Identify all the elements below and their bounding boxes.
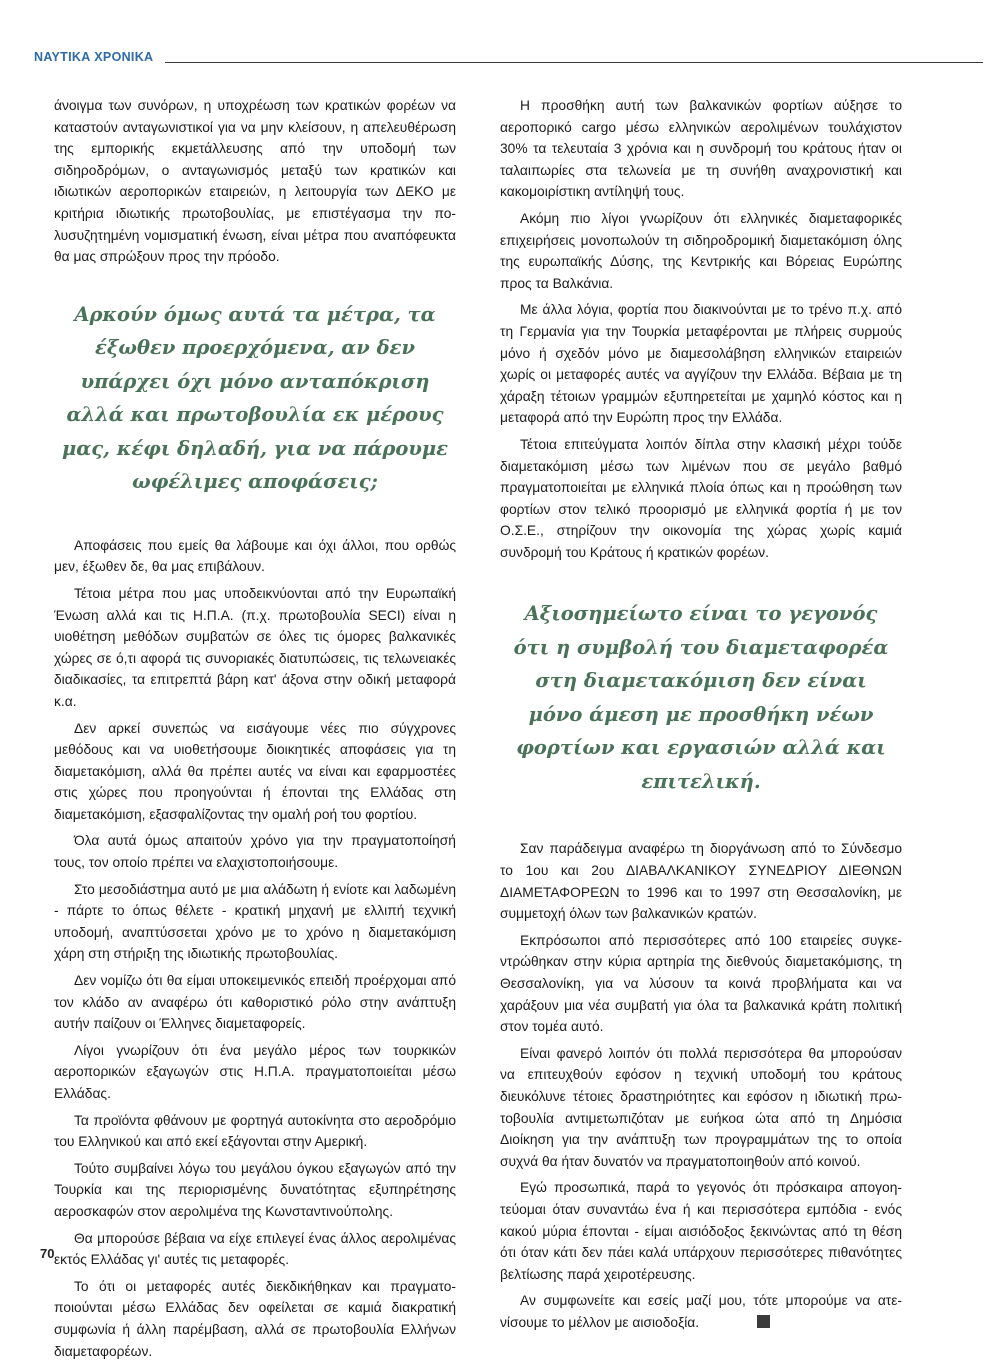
- header-rule: [165, 62, 983, 63]
- end-of-article-square-icon: [757, 1315, 770, 1328]
- right-column: [500, 95, 902, 1339]
- body-paragraph: Εκπρόσωποι από περισσότερες από 100 εταιρείες συγκεντρώθηκαν στην κύρια αρτηρία της διεθνούς διαμετακόμισης, τη Θεσσαλονίκη, για να λύσουν τα κοινά προβλήματα και να χαράξουν μια νέα συμβατή για όλα τα βαλκανικά κράτη πολιτική στον τομέα αυτό.: [500, 932, 902, 1035]
- body-paragraph: Θα μπορούσε βέβαια να είχε επιλεγεί ένας άλλος αερολιμένας εκτός Ελλάδας γι' αυτές τις μεταφορές.: [54, 1230, 456, 1268]
- body-paragraph: Είναι φανερό λοιπόν ότι πολλά περισσότερα θα μπορούσαν να επιτευχθούν εφόσον η τεχνική υποδομή του κράτους διευκόλυνε τέτοιες δραστηριότητες και εφόσον η ιδιωτική πρωτοβουλία αντιμετωπιζόταν με ευήκοα ώτα από τη Δημόσια Διοίκηση για την ανάπτυξη των προγραμμάτων της το οποία συχνά θα ήταν δυνατόν να πραγματοποιηθούν από κοινού.: [500, 1045, 902, 1169]
- body-paragraph: Εγώ προσωπικά, παρά το γεγονός ότι πρόσκαιρα απογοητεύομαι όταν συναντάω ένα ή και περισσότερα εμπόδια - ενός κακού μύρια έπονται - είμαι αισιόδοξος ξεκινώντας από τη θέση ότι όταν κάτι δεν πάει καλά υπάρχουν περισσότερες πιθανότητες βελτίωσης παρά χειροτέρευσης.: [500, 1180, 902, 1282]
- body-paragraph: Σαν παράδειγμα αναφέρω τη διοργάνωση από το Σύνδεσμο το 1ου και 2ου ΔΙΑΒΑΛΚΑΝΙΚΟΥ ΣΥΝΕΔΡΙΟΥ ΔΙΕΘΝΩΝ ΔΙΑΜΕΤΑΦΟΡΕΩΝ το 1996 και το 1997 στη Θεσσαλονίκη, με συμμετοχή όλων των βαλκανικών κρατών.: [500, 841, 902, 922]
- body-paragraph: Λίγοι γνωρίζουν ότι ένα μεγάλο μέρος των τουρκικών αεροπορικών εξαγωγών στις Η.Π.Α. πραγματοποιείται μέσω Ελλάδας.: [54, 1042, 456, 1101]
- closing-paragraph: [500, 1290, 902, 1333]
- page-number: 70: [40, 1246, 55, 1261]
- body-paragraph: Το ότι οι μεταφορές αυτές διεκδικήθηκαν και πραγματοποιούνται μέσω Ελλάδας δεν οφείλεται σε καμιά διακρατική συμφωνία ή άλλη παρέμβαση, αλλά σε πρωτοβουλία Ελλήνων διαμεταφορέων.: [54, 1278, 456, 1359]
- pull-quote: Αξιοσημείωτο είναι το γεγονός ότι η συμβολή του διαμεταφορέα στη διαμετακόμιση δεν είναι μόνο άμεση με προσθήκη νέων φορτίων και εργασιών αλλά και επιτελική.: [513, 602, 889, 793]
- body-paragraph: Δεν νομίζω ότι θα είμαι υποκειμενικός επειδή προέρχομαι από τον κλάδο αν αναφέρω ότι καθοριστικό ρόλο στην ανάπτυξη αυτήν παίζουν οι Έλληνες διαμεταφορείς.: [54, 973, 456, 1032]
- body-paragraph: Στο μεσοδιάστημα αυτό με μια αλάδωτη ή ενίοτε και λαδωμένη - πάρτε το όπως θέλετε - κρατική μηχανή με ελλιπή τεχνική υποδομή, αναπτύσσεται χρόνο με το χρόνο η διαμετακόμιση χάρη στη στήριξη της ιδιωτικής πρωτοβουλίας.: [54, 881, 456, 962]
- body-paragraph: Τα προϊόντα φθάνουν με φορτηγά αυτοκίνητα στο αεροδρόμιο του Ελληνικού και από εκεί εξάγονται στην Αμερική.: [54, 1112, 456, 1150]
- body-paragraph: Ακόμη πιο λίγοι γνωρίζουν ότι ελληνικές διαμεταφορικές επιχειρήσεις μονοπωλούν τη σιδηροδρομική διαμετακόμιση όλης της ευρωπαϊκής Δύσης, της Κεντρικής και Βόρειας Ευρώπης προς τα Βαλκάνια.: [500, 210, 902, 291]
- left-column: [54, 95, 456, 1367]
- body-paragraph: Με άλλα λόγια, φορτία που διακινούνται με το τρένο π.χ. από τη Γερμανία για την Τουρκία μεταφέρονται με πλήρεις συρμούς μόνο ή σχεδόν μόνο με διαμεσολάβηση ελληνικών εταιρειών χωρίς οι μεταφορές αυτές να αγγίζουν την Ελλάδα. Βέβαια με τη χάραξη τέτοιων γραμμών εξυπηρετείται με χαμηλό κόστος και η μεταφορά από την Ευρώπη προς την Ελλάδα.: [500, 302, 902, 426]
- magazine-title: ΝΑΥΤΙΚΑ ΧΡΟΝΙΚΑ: [34, 50, 154, 64]
- body-paragraph: άνοιγμα των συνόρων, η υποχρέωση των κρατικών φορέων να καταστούν ανταγωνιστικοί για να μην κλείσουν, η απελευθέρωση της εμπορικής εκμετάλλευσης από την υποδομή των σιδηροδρόμων, ο ανταγωνισμός μεταξύ των κρατικών και ιδιωτικών αεροπορικών εταιρειών, η λειτουργία των ΔΕΚΟ με κριτήρια ιδιωτικής πρωτοβουλίας, με επιστέγασμα την πολυσυζητημένη νομισματική ένωση, είναι μέτρα που αναπόφευκτα θα μας σπρώξουν προς την πρόοδο.: [54, 98, 456, 265]
- body-paragraph: Αποφάσεις που εμείς θα λάβουμε και όχι άλλοι, που ορθώς μεν, έξωθεν δε, θα μας επιβάλουν.: [54, 537, 456, 575]
- body-paragraph: Δεν αρκεί συνεπώς να εισάγουμε νέες πιο σύγχρονες μεθόδους και να υιοθετήσουμε διοικητικές αποφάσεις για τη διαμετακόμιση, αλλά θα πρέπει αυτές να είναι και εφαρμοστέες στις χώρες που προηγούνται ή έπονται της Ελλάδας στη διαμετακόμιση, εξασφαλίζοντας την ομαλή ροή του φορτίου.: [54, 720, 456, 822]
- body-paragraph: Τούτο συμβαίνει λόγω του μεγάλου όγκου εξαγωγών από την Τουρκία και της περιορισμένης δυνατότητας εξυπηρέτησης αεροσκαφών στον αερολιμένα της Κωνσταντινούπολης.: [54, 1160, 456, 1219]
- body-paragraph: Όλα αυτά όμως απαιτούν χρόνο για την πραγματοποίησή τους, τον οποίο πρέπει να ελαχιστοποιήσουμε.: [54, 833, 456, 871]
- closing-text: Αν συμφωνείτε και εσείς μαζί μου, τότε μπορούμε να ατενίσουμε το μέλλον με αισιοδοξία.: [500, 1293, 902, 1330]
- pull-quote: Αρκούν όμως αυτά τα μέτρα, τα έξωθεν προερχόμενα, αν δεν υπάρχει όχι μόνο ανταπόκριση αλλά και πρωτοβουλία εκ μέρους μας, κέφι δηλαδή, για να πάρουμε ωφέλιμες αποφάσεις;: [61, 302, 449, 494]
- body-paragraph: Η προσθήκη αυτή των βαλκανικών φορτίων αύξησε το αεροπορικό cargo μέσω ελληνικών αερολιμένων τουλάχιστον 30% τα τελευταία 3 χρόνια και η συνδρομή του κράτους ήταν οι ταλαιπωρίες στα τελωνεία με τη συνήθη αναχρονιστική και κακομοιρίστικη αντίληψή τους.: [500, 98, 902, 200]
- body-paragraph: Τέτοια μέτρα που μας υποδεικνύονται από την Ευρωπαϊκή Ένωση αλλά και τις Η.Π.Α. (π.χ. πρωτοβουλία SECI) είναι η υιοθέτηση μεθόδων συμβατών σε όλες τις όμορες βαλκανικές χώρες σε ό,τι αφορά τις συνοριακές διατυπώσεις, τις τελωνειακές διαδικασίες, τα επιτρεπτά βάρη κατ' άξονα στην οδική μεταφορά κ.α.: [54, 585, 456, 709]
- body-paragraph: Τέτοια επιτεύγματα λοιπόν δίπλα στην κλασική μέχρι τούδε διαμετακόμιση μέσω των λιμένων που σε μεγάλο βαθμό πραγματοποιείται με ελληνικά πλοία όπως και η προώθηση των φορτίων στον τελικό προορισμό με ελληνικά φορτία ή με τον Ο.Σ.Ε., στηρίζουν την οικονομία της χώρας χωρίς καμιά συνδρομή του Κράτους ή κρατικών φορέων.: [500, 436, 902, 560]
